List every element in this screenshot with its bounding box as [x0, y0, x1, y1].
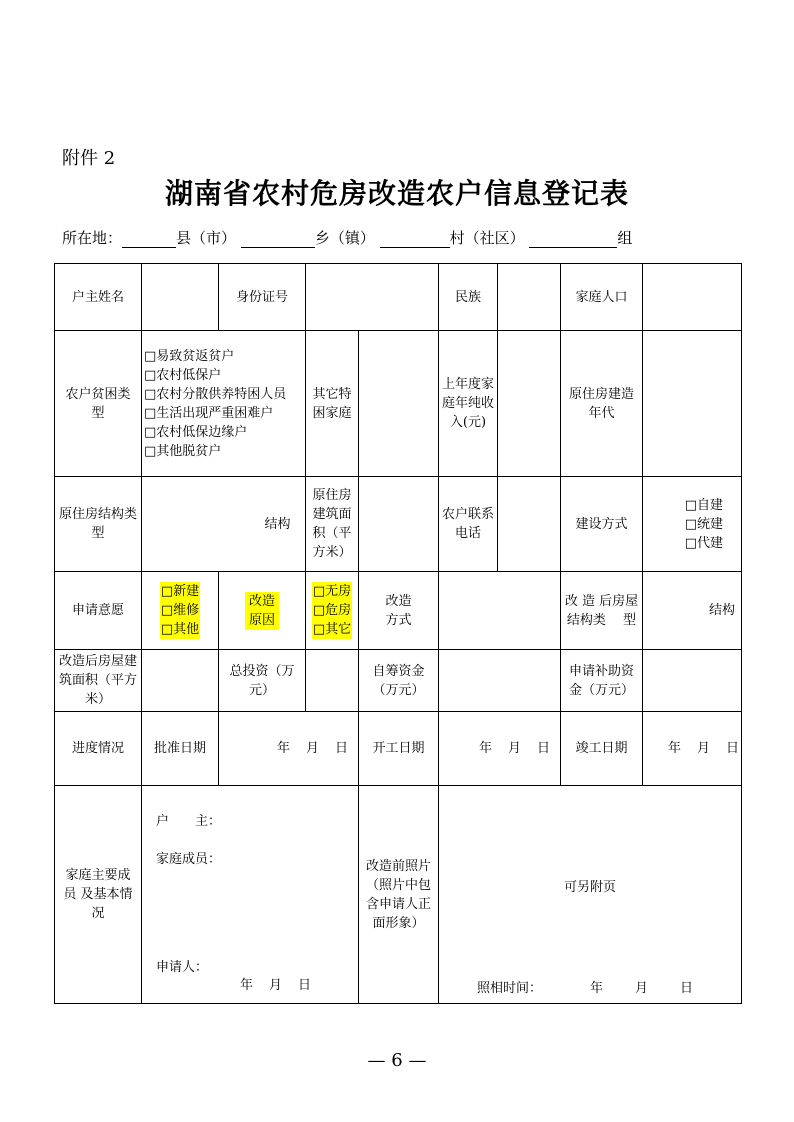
build-year-label: 原住房建造年代 — [561, 331, 643, 477]
phone-cell[interactable] — [498, 477, 561, 572]
householder-label: 户 主： — [156, 813, 222, 829]
year-label: 年 — [590, 980, 604, 996]
progress-label: 进度情况 — [55, 712, 142, 786]
reason-checklist[interactable] — [312, 582, 352, 639]
build-method-label: 建设方式 — [561, 477, 643, 572]
head-name-cell[interactable] — [142, 264, 219, 331]
start-date-label: 开工日期 — [359, 712, 439, 786]
build-year-cell[interactable] — [643, 331, 742, 477]
family-size-cell[interactable] — [643, 264, 742, 331]
checkbox-option[interactable]: □农村分散供养特困人员 — [144, 386, 287, 402]
self-funded-cell[interactable] — [439, 650, 561, 712]
reason-options-cell — [306, 572, 359, 650]
checkbox-option[interactable]: □其它 — [312, 622, 352, 637]
family-size-label: 家庭人口 — [561, 264, 643, 331]
id-number-label: 身份证号 — [219, 264, 306, 331]
location-prefix: 所在地： — [62, 229, 123, 247]
intention-options-cell — [142, 572, 219, 650]
checkbox-option[interactable]: □其他脱贫户 — [144, 443, 222, 459]
income-label: 上年度家庭年纯收入(元) — [439, 331, 498, 477]
applicant-label: 申请人： — [156, 959, 209, 975]
structure-suffix: 结构 — [264, 516, 291, 532]
subsidy-cell[interactable] — [643, 650, 742, 712]
build-method-checklist[interactable] — [685, 496, 723, 553]
table-row — [55, 264, 742, 331]
family-members-cell[interactable] — [142, 786, 359, 1004]
ethnicity-label: 民族 — [439, 264, 498, 331]
new-area-cell[interactable] — [142, 650, 219, 712]
page-number: — 6 — — [367, 1050, 427, 1071]
county-blank[interactable] — [122, 233, 176, 248]
members-block — [142, 790, 358, 1000]
method-cell[interactable] — [439, 572, 561, 650]
poverty-type-label: 农户贫困类 型 — [55, 331, 142, 477]
year-label: 年 — [667, 741, 681, 756]
completion-date-cell[interactable] — [643, 712, 742, 786]
checkbox-option[interactable]: □易致贫返贫户 — [144, 348, 235, 364]
town-blank[interactable] — [241, 233, 315, 248]
day-label: 日 — [334, 741, 348, 756]
reason-label: 改造原因 — [245, 592, 279, 630]
checkbox-option[interactable]: □维修 — [160, 603, 200, 618]
village-blank[interactable] — [380, 233, 450, 248]
table-row — [55, 712, 742, 786]
day-label: 日 — [725, 741, 739, 756]
original-structure-label: 原住房结构类型 — [55, 477, 142, 572]
subsidy-label: 申请补助资 金（万元） — [561, 650, 643, 712]
table-row — [55, 786, 742, 1004]
location-line — [62, 227, 632, 248]
approval-date-label: 批准日期 — [142, 712, 219, 786]
checkbox-option[interactable]: □无房 — [312, 584, 352, 599]
photo-time-label: 照相时间： — [477, 980, 543, 996]
new-area-label: 改造后房屋建筑面积（平方米） — [55, 650, 142, 712]
checkbox-option[interactable]: □代建 — [684, 535, 723, 551]
build-method-options-cell — [643, 477, 742, 572]
town-label: 乡（镇） — [314, 229, 375, 247]
attachment-label: 附件 2 — [62, 148, 116, 169]
photo-cell[interactable] — [439, 786, 742, 1004]
method-label: 改造方式 — [385, 593, 412, 628]
total-investment-label: 总投资（万元） — [219, 650, 306, 712]
group-label: 组 — [617, 229, 633, 247]
other-hardship-cell[interactable] — [359, 331, 439, 477]
family-members-label: 家庭成员： — [156, 851, 222, 867]
other-hardship-label: 其它特困家庭 — [306, 331, 359, 477]
reason-label-cell — [219, 572, 306, 650]
id-number-cell[interactable] — [306, 264, 439, 331]
table-row — [55, 477, 742, 572]
original-area-label: 原住房建筑面积（平方米） — [306, 477, 359, 572]
checkbox-option[interactable]: □其他 — [160, 622, 200, 637]
page-title: 湖南省农村危房改造农户信息登记表 — [164, 177, 629, 210]
head-name-label: 户主姓名 — [55, 264, 142, 331]
intention-checklist[interactable] — [160, 582, 200, 639]
year-label: 年 — [478, 741, 492, 756]
checkbox-option[interactable]: □统建 — [684, 516, 723, 532]
checkbox-option[interactable]: □自建 — [684, 497, 723, 513]
applicant-date — [232, 976, 319, 995]
total-investment-cell[interactable] — [306, 650, 359, 712]
checkbox-option[interactable]: □生活出现严重困难户 — [144, 405, 274, 421]
checkbox-option[interactable]: □农村低保户 — [144, 367, 222, 383]
method-label-cell — [359, 572, 439, 650]
new-structure-label: 改 造 后房屋结构类 型 — [561, 572, 643, 650]
income-cell[interactable] — [498, 331, 561, 477]
year-label: 年 — [276, 741, 290, 756]
poverty-options-cell — [142, 331, 306, 477]
photo-block — [439, 790, 741, 1000]
intention-label: 申请意愿 — [55, 572, 142, 650]
year-label: 年 — [240, 977, 254, 993]
attach-note: 可另附页 — [563, 879, 616, 895]
photo-time — [469, 979, 701, 998]
family-info-label: 家庭主要成 员 及基本情况 — [55, 786, 142, 1004]
photo-before-label: 改造前照片（照片中包含申请人正面形象） — [359, 786, 439, 1004]
checkbox-option[interactable]: □新建 — [160, 584, 200, 599]
ethnicity-cell[interactable] — [498, 264, 561, 331]
new-structure-cell[interactable] — [643, 572, 742, 650]
day-label: 日 — [298, 977, 312, 993]
checkbox-option[interactable]: □危房 — [312, 603, 352, 618]
poverty-checklist[interactable] — [144, 347, 286, 461]
start-date-cell[interactable] — [439, 712, 561, 786]
original-area-cell[interactable] — [359, 477, 439, 572]
county-label: 县（市） — [176, 229, 237, 247]
month-label: 月 — [507, 741, 521, 756]
approval-date-cell[interactable] — [219, 712, 359, 786]
month-label: 月 — [696, 741, 710, 756]
month-label: 月 — [635, 980, 649, 996]
registration-form — [54, 263, 742, 1004]
structure-suffix: 结构 — [708, 603, 735, 618]
day-label: 日 — [680, 980, 694, 996]
self-funded-label: 自筹资金（万元） — [359, 650, 439, 712]
checkbox-option[interactable]: □农村低保边缘户 — [144, 424, 248, 440]
month-label: 月 — [305, 741, 319, 756]
table-row — [55, 572, 742, 650]
original-structure-cell[interactable] — [142, 477, 306, 572]
completion-date-label: 竣工日期 — [561, 712, 643, 786]
day-label: 日 — [536, 741, 550, 756]
table-row — [55, 650, 742, 712]
table-row — [55, 331, 742, 477]
phone-label: 农户联系电话 — [439, 477, 498, 572]
group-blank[interactable] — [529, 233, 617, 248]
month-label: 月 — [269, 977, 283, 993]
village-label: 村（社区） — [449, 229, 525, 247]
